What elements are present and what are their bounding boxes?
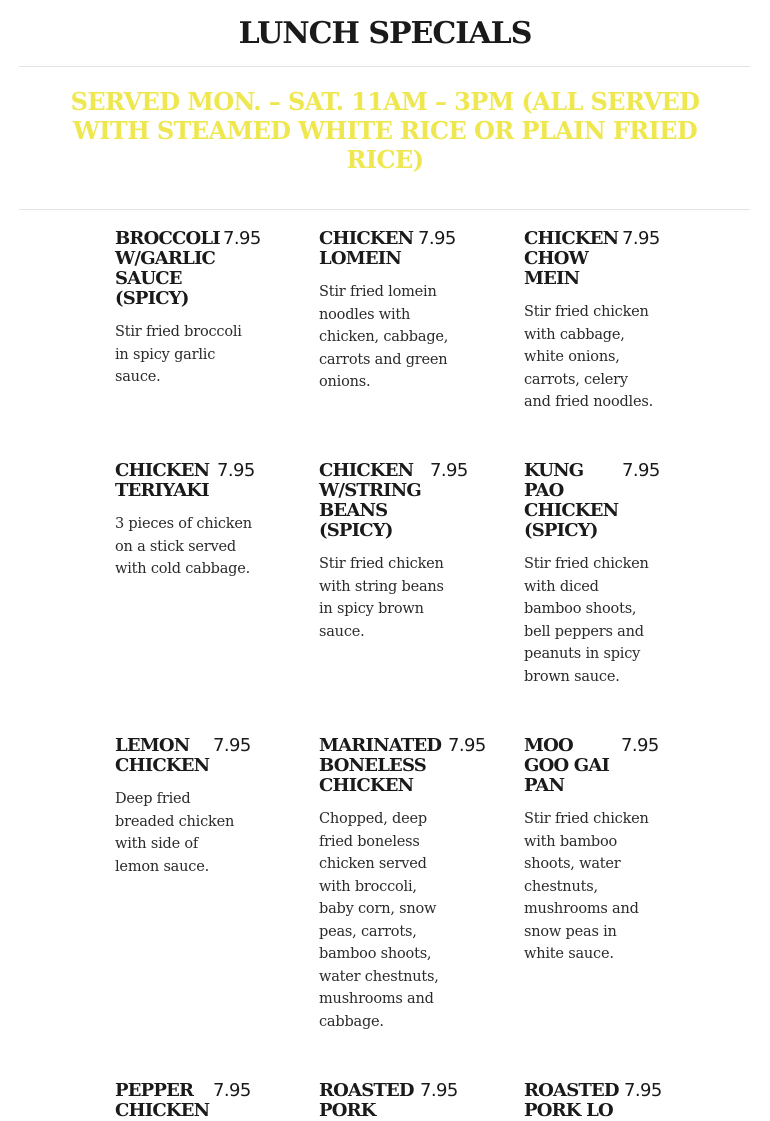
divider-bottom	[19, 209, 750, 210]
menu-item-name: CHICKEN CHOW MEIN	[524, 228, 619, 289]
menu-item-price: 7.95	[217, 460, 255, 481]
menu-item-name: ROASTED PORK LO	[524, 1080, 619, 1121]
menu-item-name: CHICKEN TERIYAKI	[115, 460, 210, 501]
menu-item-price: 7.95	[223, 228, 261, 249]
menu-item-name: CHICKEN W/STRING BEANS (SPICY)	[319, 460, 421, 541]
menu-item-chicken-string-beans	[319, 461, 524, 643]
menu-item-lemon-chicken	[115, 736, 320, 878]
menu-item-price: 7.95	[448, 735, 486, 756]
menu-item-price: 7.95	[213, 1080, 251, 1101]
menu-item-kung-pao-chicken	[524, 461, 729, 688]
menu-item-price: 7.95	[430, 460, 468, 481]
menu-item-roasted-pork	[319, 1081, 524, 1121]
menu-item-description: Stir fried broccoli in spicy garlic sauce.	[115, 324, 242, 385]
menu-item-description: Stir fried chicken with string beans in spicy brown sauce.	[319, 556, 444, 640]
menu-item-name: MARINATED BONELESS CHICKEN	[319, 735, 442, 796]
menu-item-broccoli-garlic	[115, 229, 320, 389]
menu-item-description: Stir fried chicken with diced bamboo shoots, bell peppers and peanuts in spicy brown sauce.	[524, 556, 649, 685]
menu-item-name: PEPPER CHICKEN	[115, 1080, 210, 1121]
hours-subtitle: SERVED MON. – SAT. 11AM – 3PM (ALL SERVED WITH STEAMED WHITE RICE OR PLAIN FRIED RICE)	[70, 87, 700, 174]
menu-item-moo-goo-gai-pan	[524, 736, 729, 966]
menu-item-description: Deep fried breaded chicken with side of lemon sauce.	[115, 791, 235, 875]
menu-item-description: Chopped, deep fried boneless chicken served with broccoli, baby corn, snow peas, carrots, bamboo shoots, water chestnuts, mushrooms and cabbage.	[319, 811, 439, 1030]
menu-item-chicken-chow-mein	[524, 229, 729, 414]
menu-item-price: 7.95	[420, 1080, 458, 1101]
menu-item-price: 7.95	[624, 1080, 662, 1101]
menu-item-pepper-chicken	[115, 1081, 320, 1121]
menu-item-chicken-teriyaki	[115, 461, 320, 581]
menu-item-chicken-lomein	[319, 229, 524, 394]
menu-item-name: BROCCOLI W/GARLIC SAUCE (SPICY)	[115, 228, 220, 309]
menu-item-description: Stir fried chicken with bamboo shoots, water chestnuts, mushrooms and snow peas in white sauce.	[524, 811, 649, 962]
menu-item-description: 3 pieces of chicken on a stick served with cold cabbage.	[115, 516, 252, 577]
menu-item-price: 7.95	[622, 228, 660, 249]
menu-item-description: Stir fried chicken with cabbage, white onions, carrots, celery and fried noodles.	[524, 304, 654, 410]
menu-item-name: KUNG PAO CHICKEN (SPICY)	[524, 460, 619, 541]
divider-top	[19, 66, 750, 67]
menu-item-roasted-pork-lo	[524, 1081, 729, 1121]
page-title: LUNCH SPECIALS	[238, 16, 532, 51]
menu-item-name: MOO GOO GAI PAN	[524, 735, 610, 796]
menu-item-price: 7.95	[622, 460, 660, 481]
menu-item-price: 7.95	[418, 228, 456, 249]
menu-item-name: CHICKEN LOMEIN	[319, 228, 414, 269]
menu-item-price: 7.95	[213, 735, 251, 756]
menu-item-description: Stir fried lomein noodles with chicken, cabbage, carrots and green onions.	[319, 284, 449, 390]
menu-item-name: LEMON CHICKEN	[115, 735, 210, 776]
menu-item-price: 7.95	[621, 735, 659, 756]
menu-item-marinated-boneless-chicken	[319, 736, 524, 1033]
menu-item-name: ROASTED PORK	[319, 1080, 414, 1121]
